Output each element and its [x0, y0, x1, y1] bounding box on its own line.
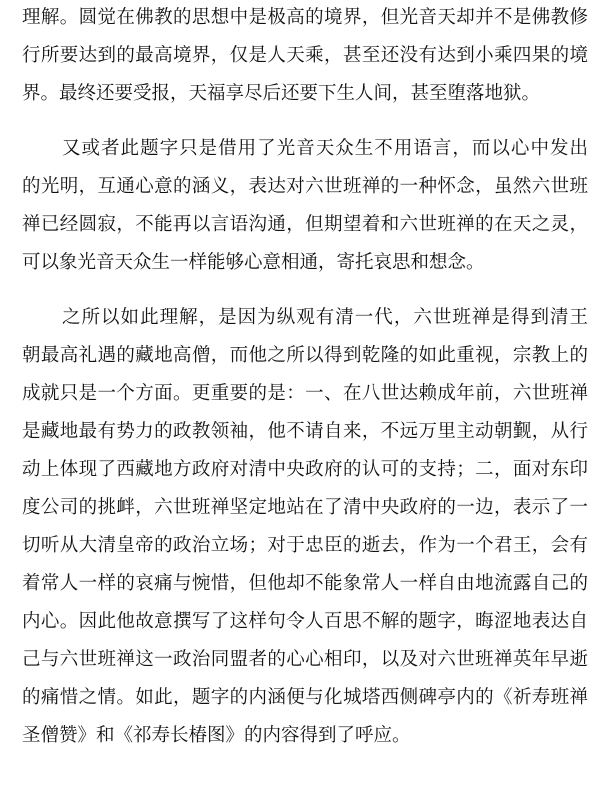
text-line: 朝最高礼遇的藏地高僧，而他之所以得到乾隆的如此重视，宗教上的: [22, 345, 588, 366]
text-line: 之所以如此理解，是因为纵观有清一代，六世班禅是得到清王: [62, 307, 588, 328]
text-line: 行所要达到的最高境界，仅是人天乘，甚至还没有达到小乘四果的境: [22, 45, 588, 66]
text-line: 理解。圆觉在佛教的思想中是极高的境界，但光音天却并不是佛教修: [22, 7, 588, 28]
text-line: 界。最终还要受报，天福享尽后还要下生人间，甚至堕落地狱。: [22, 83, 541, 104]
text-line: 己与六世班禅这一政治同盟者的心心相印，以及对六世班禅英年早逝: [22, 649, 588, 670]
text-line: 动上体现了西藏地方政府对清中央政府的认可的支持；二，面对东印: [22, 459, 588, 480]
text-line: 是藏地最有势力的政教领袖，他不请自来，不远万里主动朝觐，从行: [22, 421, 588, 442]
text-line: 禅已经圆寂，不能再以言语沟通，但期望着和六世班禅的在天之灵，: [22, 214, 588, 235]
text-line: 内心。因此他故意撰写了这样句令人百思不解的题字，晦涩地表达自: [22, 611, 588, 632]
text-line: 的痛惜之情。如此，题字的内涵便与化城塔西侧碑亭内的《祈寿班禅: [22, 687, 588, 708]
text-line: 的光明，互通心意的涵义，表达对六世班禅的一种怀念，虽然六世班: [22, 176, 588, 197]
text-line: 可以象光音天众生一样能够心意相通，寄托哀思和想念。: [22, 252, 485, 273]
text-line: 度公司的挑衅，六世班禅坚定地站在了清中央政府的一边，表示了一: [22, 497, 588, 518]
text-line: 切听从大清皇帝的政治立场；对于忠臣的逝去，作为一个君王，会有: [22, 535, 588, 556]
text-line: 又或者此题字只是借用了光音天众生不用语言，而以心中发出: [62, 138, 588, 159]
text-line: 成就只是一个方面。更重要的是：一、在八世达赖成年前，六世班禅: [22, 383, 588, 404]
text-line: 圣僧赞》和《祁寿长椿图》的内容得到了呼应。: [22, 725, 411, 746]
text-line: 着常人一样的哀痛与惋惜，但他却不能象常人一样自由地流露自己的: [22, 573, 588, 594]
